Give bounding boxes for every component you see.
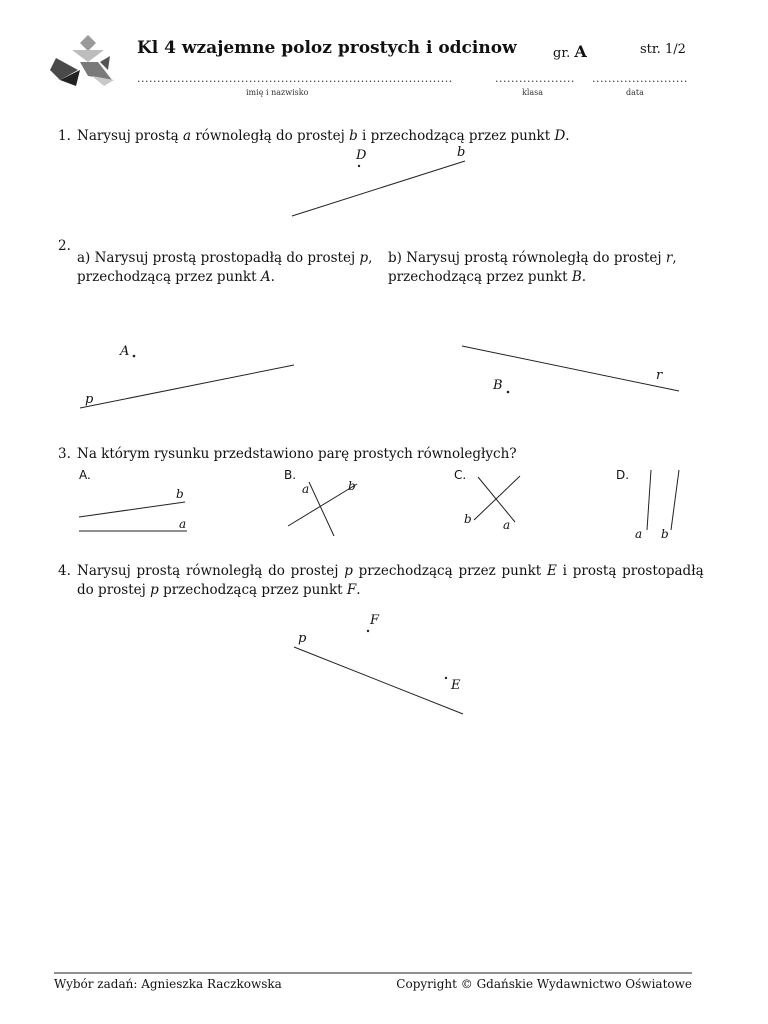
- q3b-line-a: [309, 482, 334, 536]
- q3d-label-a: a: [635, 527, 643, 541]
- date-field[interactable]: ........................: [592, 72, 688, 85]
- q4-point-e: [445, 677, 447, 679]
- q4-label-f: F: [370, 613, 380, 628]
- worksheet-title: Kl 4 wzajemne poloz prostych i odcinow: [137, 38, 517, 58]
- q3a-line-b: [79, 502, 185, 517]
- q3b-label-a: a: [302, 482, 310, 496]
- q3d-label-b: b: [661, 527, 669, 541]
- q3c-line-b: [474, 476, 520, 520]
- q2-point-b: [507, 391, 510, 394]
- q4-point-f: [367, 630, 369, 632]
- q3c-label-b: b: [464, 512, 472, 526]
- class-field[interactable]: ....................: [495, 72, 575, 85]
- q3a-label-a: a: [179, 517, 187, 531]
- q3-number: 3.: [58, 446, 71, 462]
- q3d-line-a: [647, 470, 651, 530]
- group-label: gr. A: [553, 42, 587, 61]
- q2b-line2: przechodzącą przez punkt B.: [388, 269, 587, 285]
- q2-line-p: [80, 365, 294, 408]
- group-value: A: [574, 42, 587, 61]
- page-number: str. 1/2: [640, 42, 686, 57]
- q2-number: 2.: [58, 238, 71, 254]
- q3-option-a[interactable]: A.: [79, 468, 91, 482]
- q1-text: Narysuj prostą a równoległą do prostej b i przechodzącą przez punkt D.: [77, 128, 570, 144]
- q4-label-p: p: [298, 631, 307, 646]
- q1-label-b: b: [457, 145, 466, 160]
- q2a-line2: przechodzącą przez punkt A.: [77, 269, 275, 285]
- q2a-line1: a) Narysuj prostą prostopadłą do prostej p,: [77, 250, 373, 266]
- q1-line-b: [292, 161, 465, 216]
- q4-line1: Narysuj prostą równoległą do prostej p przechodzącą przez punkt E i prostą prostopadłą: [77, 563, 704, 579]
- q2-label-a: A: [120, 344, 130, 359]
- q2-label-r: r: [656, 368, 663, 383]
- q3-text: Na którym rysunku przedstawiono parę prostych równoległych?: [77, 446, 517, 462]
- q4-label-e: E: [451, 678, 461, 693]
- name-caption: imię i nazwisko: [246, 88, 309, 97]
- q3c-label-a: a: [503, 518, 511, 532]
- q2-point-a: [133, 355, 136, 358]
- date-caption: data: [626, 88, 644, 97]
- q4-line-p: [294, 647, 463, 714]
- q1-label-d: D: [356, 148, 367, 163]
- q3-option-b[interactable]: B.: [284, 468, 297, 482]
- q2-label-p: p: [85, 392, 94, 407]
- q2-label-b: B: [493, 378, 503, 393]
- q4-number: 4.: [58, 563, 71, 579]
- q3b-line-b: [288, 484, 357, 526]
- q3d-line-b: [671, 470, 679, 530]
- q3c-line-a: [478, 477, 515, 522]
- footer-author: Wybór zadań: Agnieszka Raczkowska: [54, 977, 282, 991]
- q3-option-c[interactable]: C.: [454, 468, 467, 482]
- q1-number: 1.: [58, 128, 71, 144]
- q3a-label-b: b: [176, 487, 184, 501]
- q3-option-d[interactable]: D.: [616, 468, 630, 482]
- q3b-label-b: b: [348, 479, 356, 493]
- class-caption: klasa: [522, 88, 544, 97]
- q1-point-d: [358, 165, 360, 167]
- q4-line2: do prostej p przechodzącą przez punkt F.: [77, 582, 361, 598]
- name-field[interactable]: ...............................................................................: [137, 72, 453, 85]
- footer-copyright: Copyright © Gdańskie Wydawnictwo Oświatowe: [396, 977, 692, 991]
- q2b-line1: b) Narysuj prostą równoległą do prostej r,: [388, 250, 677, 266]
